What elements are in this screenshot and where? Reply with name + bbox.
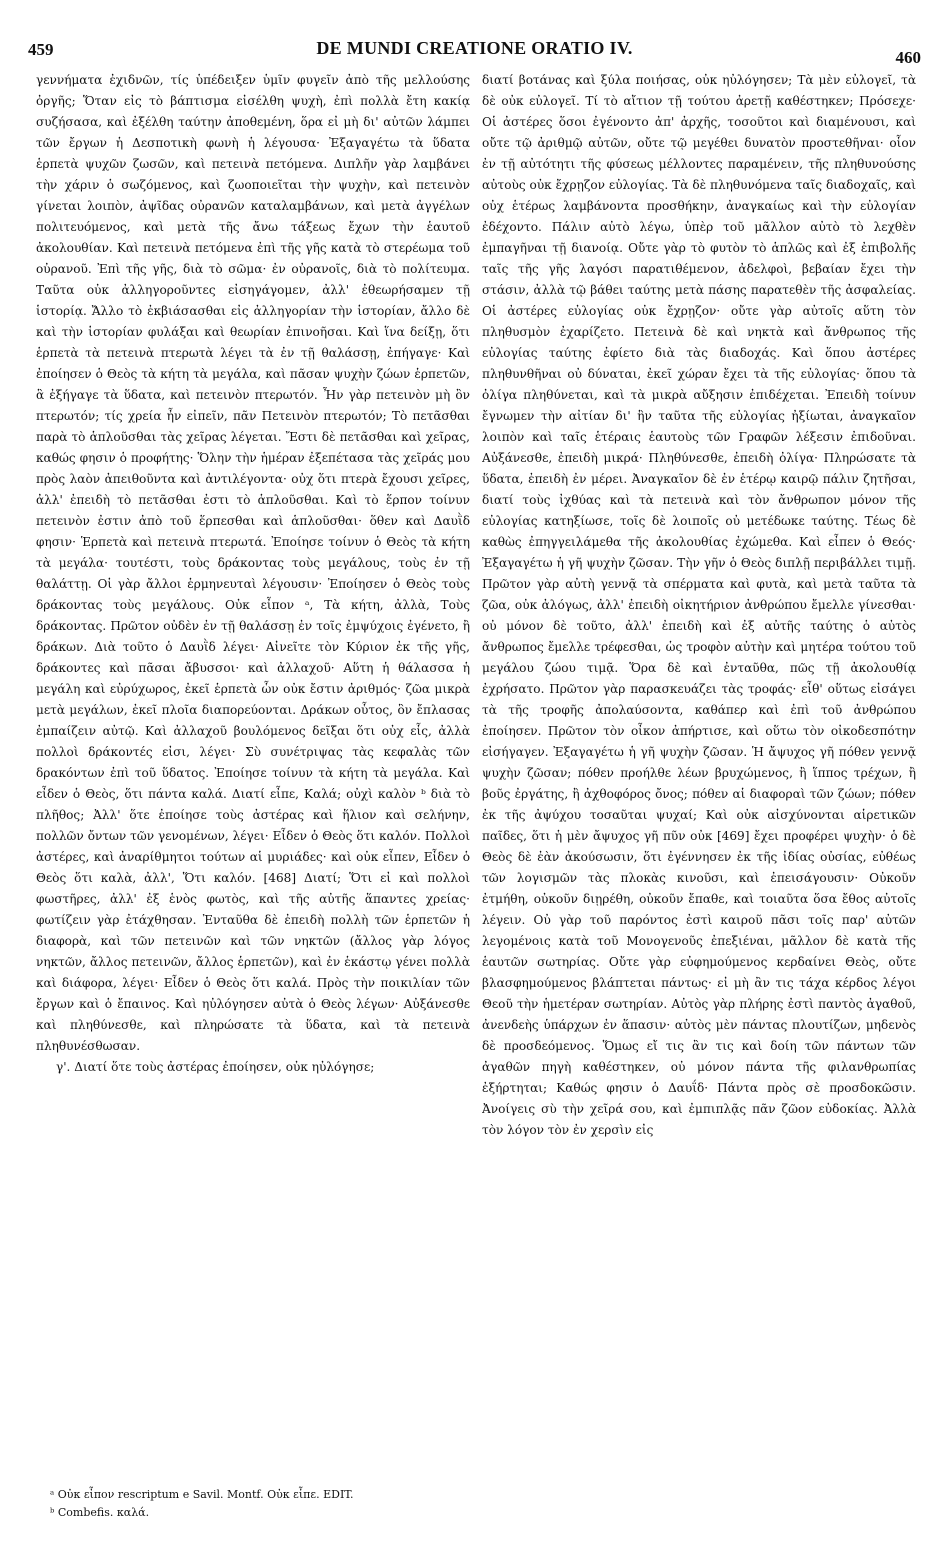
running-header (28, 38, 921, 67)
left-column (36, 70, 470, 1478)
running-title: DE MUNDI CREATIONE ORATIO IV. (316, 38, 633, 58)
right-paragraph: διατί βοτάνας καὶ ξύλα ποιήσας, οὐκ ηὐλόγησεν; Τὰ μὲν εὐλογεῖ, τὰ δὲ οὐκ εὐλογεῖ. Τί τὸ αἴτιον τῇ τούτου ἀρετῇ καθέστηκεν; Πρόσεχε· Οἱ ἀστέρες ὅσοι ἐγένοντο ἀπ' ἀρχῆς, τοσοῦτοι καὶ διαμένουσι, καὶ οὔτε τῷ ἀριθμῷ αὐτῶν, οὔτε τῷ μεγέθει δυνατὸν προστεθῆναι· οἷον ἐν τῇ αὐτότητι τῆς φύσεως μέλλοντες παραμένειν, τῆς πληθυνούσης αὐτοὺς οὐκ ἔχρῃζον εὐλογίας. Τὰ δὲ πληθυνόμενα ταῖς διαδοχαῖς, καὶ οὐχ ἑτέρως λαμβάνοντα προσθήκην, ἀναγκαίως καὶ τὴν εὐλογίαν ἐδέχοντο. Πάλιν αὐτὸ λέγω, ὑπὲρ τοῦ μᾶλλον αὐτὸ τὸ λεχθὲν ἐμπαγῆναι τῇ διανοίᾳ. Οὔτε γὰρ τὸ φυτὸν τὸ ἁπλῶς καὶ ἐξ ἐπιβολῆς ταῖς τῆς γῆς λαγόσι παρατιθέμενον, ἀδελφοὶ, βεβαίαν ἔχει τὴν στάσιν, ἀλλὰ τῷ βάθει ταύτης μετὰ πάσης παρατεθὲν τῆς ἀσφαλείας. Οἱ ἀστέρες εὐλογίας οὐκ ἔχρῃζον· οὔτε γὰρ αὐτοῖς αὕτη τὸν πληθυσμὸν ἐχαρίζετο. Πετεινὰ δὲ καὶ νηκτὰ καὶ ἄνθρωπος τῆς εὐλογίας ταύτης ἐφίετο διὰ τὰς διαδοχάς. Καὶ ὅπου ἀστέρες πληθυνθῆναι οὐ δύναται, ἐκεῖ χώραν ἔχει τὰ τῆς εὐλογίας· ὅπου τὰ ὀλίγα πληθύνεται, καὶ τὰ μικρὰ αὔξησιν ἐπιδέχεται. Ἐπειδὴ τοίνυν ἔγνωμεν τὴν αἰτίαν δι' ἣν ταῦτα τῆς εὐλογίας ἠξίωται, ἀναγκαῖον λοιπὸν καὶ ταῖς ἑτέραις ἑαυτοὺς τῶν Γραφῶν λέξεσιν ἐπιδοῦναι. Αὐξάνεσθε, ἐπειδὴ μικρά· Πληθύνεσθε, ἐπειδὴ ὀλίγα· Πληρώσατε τὰ ὕδατα, ἐπειδὴ ἐν μέρει. Ἀναγκαῖον δὲ ἐν ἑτέρῳ καιρῷ πάλιν ζητῆσαι, διατί τοὺς ἰχθύας καὶ τὰ πετεινὰ καὶ τὸν ἄνθρωπον μόνον τῆς εὐλογίας κατηξίωσε, τοῖς δὲ λοιποῖς οὐ μετέδωκε ταύτης. Τέως δὲ καθὼς ἐπηγγειλάμεθα τῆς ἀκολουθίας ἐχώμεθα. Καὶ εἶπεν ὁ Θεός· Ἐξαγαγέτω ἡ γῆ ψυχὴν ζῶσαν. Τὴν γῆν ὁ Θεὸς διπλῇ περιβάλλει τιμῇ. Πρῶτον γὰρ αὐτὴ γεννᾷ τὰ σπέρματα καὶ φυτὰ, καὶ μετὰ ταῦτα τὰ ζῶα, οὐκ ἀλόγως, ἀλλ' ἐπειδὴ οἰκητήριον ἀνθρώπου ἔμελλε γίνεσθαι· οὐ μόνον δὲ τοῦτο, ἀλλ' ἐπειδὴ καὶ ἐξ αὐτῆς ταύτης ὁ αὐτὸς ἄνθρωπος ἔμελλε τρέφεσθαι, ὡς τροφὸν αὐτὴν καὶ μητέρα τούτου τοῦ μεγάλου ζώου τιμᾷ. Ὅρα δὲ καὶ ἐνταῦθα, πῶς τῇ ἀκολουθίᾳ ἐχρήσατο. Πρῶτον γὰρ παρασκευάζει τὰς τροφάς· εἶθ' οὕτως εἰσάγει τὰ τῆς τροφῆς ἀπολαύσοντα, καθάπερ καὶ ἐπὶ τοῦ ἀνθρώπου ἐποίησεν. Πρῶτον τὸν οἶκον ἀπήρτισε, καὶ οὕτω τὸν οἰκοδεσπότην εἰσήγαγεν. Ἐξαγαγέτω ἡ γῆ ψυχὴν ζῶσαν. Ἡ ἄψυχος γῆ πόθεν γεννᾷ ψυχὴν ζῶσαν; πόθεν προήλθε λέων βρυχώμενος, ἢ ἵππος τρέχων, ἢ βοῦς ἐργάτης, ἢ ἀχθοφόρος ὄνος; πόθεν αἱ διαφοραὶ τῶν ζώων; πόθεν ἐκ τῆς ἀψύχου τοσαῦται ψυχαί; Καὶ οὐκ αἰσχύνονται αἱρετικῶν παῖδες, ὅτι ἡ μὲν ἄψυχος γῆ πῦν οὐκ [469] ἔχει προφέρει ψυχὴν· ὁ δὲ Θεὸς δὲ ἐὰν ἀκούσωσιν, ὅτι ἐγέννησεν ἐκ τῆς ἰδίας οὐσίας, εὐθέως τῶν λογισμῶν τὰς πλοκὰς κινοῦσι, καὶ ἐπεισάγουσιν· Οὐκοῦν ἐτμήθη, οὐκοῦν διῃρέθη, οὐκοῦν ἔπαθε, καὶ τοιαῦτα ὅσα ἔθος αὐτοῖς λέγειν. Οὐ γὰρ τοῦ παρόντος ἐστὶ καιροῦ πᾶσι τοῖς παρ' αὐτῶν λεγομένοις κατὰ τοῦ Μονογενοῦς ἐπεξιέναι, μᾶλλον δὲ κατὰ τῆς ἑαυτῶν σωτηρίας. Οὔτε γὰρ εὐφημούμενος κερδαίνει Θεὸς, οὔτε βλασφημούμενος βλάπτεται πάντως· εἰ μὴ ἂν τις τάχα κέρδος λέγοι Θεοῦ τὴν ἡμετέραν σωτηρίαν. Αὐτὸς γὰρ πλήρης ἐστὶ παντὸς ἀγαθοῦ, ἀνενδεὴς ὑπάρχων ἐν ἅπασιν· αὐτὸς μὲν πάντας πλουτίζων, μηδενὸς δὲ προσδεόμενος. Ὅμως εἴ τις ἂν τις καὶ δοίη τῶν πάντων τῶν ἀγαθῶν πηγὴ καθέστηκεν, οὐ μόνον πάντα τῆς φιλανθρωπίας ἐξήρτηται; Καθώς φησιν ὁ Δαυΐδ· Πάντα πρὸς σὲ προσδοκῶσιν. Ἀνοίγεις σὺ τὴν χεῖρά σου, καὶ ἐμπιπλᾷς πᾶν ζῶον εὐδοκίας. Ἀλλὰ τὸν λόγον τὸν ἐν χερσὶν εἰς (482, 73, 916, 1137)
left-paragraph: γ'. Διατί ὅτε τοὺς ἀστέρας ἐποίησεν, οὐκ ηὐλόγησε; (56, 1060, 375, 1074)
page-number-left: 459 (28, 40, 54, 59)
right-column (482, 70, 916, 1542)
footnote: ᵃ Οὐκ εἶπον rescriptum e Savil. Montf. Οὐκ εἶπε. EDIT. (50, 1488, 354, 1501)
footnote: ᵇ Combefis. καλά. (50, 1506, 150, 1519)
page-number-right: 460 (895, 48, 921, 67)
footnotes (36, 1486, 470, 1522)
left-paragraph: γεννήματα ἐχιδνῶν, τίς ὑπέδειξεν ὑμῖν φυγεῖν ἀπὸ τῆς μελλούσης ὀργῆς; Ὅταν εἰς τὸ βάπτισμα εἰσέλθη ψυχὴ, ἐπὶ πολλὰ ἔτη κακίᾳ συζήσασα, καὶ ἐξέλθη ταύτην ἀποθεμένη, ὅρα εἰ μὴ δι' αὐτῶν λάμπει τῶν ἔργων ἡ Δεσποτικὴ φωνὴ ἡ λέγουσα· Ἐξαγαγέτω τὰ ὕδατα ἑρπετὰ ψυχῶν ζωσῶν, καὶ πετεινὰ πετόμενα. Διπλῆν γὰρ λαμβάνει τὴν χάριν ὁ σωζόμενος, καὶ ζωοποιεῖται τὴν ψυχὴν, καὶ πετεινὸν γίνεται λοιπὸν, ἀψῖδας οὐρανῶν καταλαμβάνων, καὶ μετὰ ἀγγέλων πολιτευόμενος, καὶ μετὰ τῆς ἄνω τάξεως ἔχων τὴν ἑαυτοῦ ἀκολουθίαν. Καὶ πετεινὰ πετόμενα ἐπὶ τῆς γῆς κατὰ τὸ στερέωμα τοῦ οὐρανοῦ. Ἐπὶ τῆς γῆς, διὰ τὸ σῶμα· ἐν οὐρανοῖς, διὰ τὸ πολίτευμα. Ταῦτα οὐκ ἀλληγοροῦντες εἰσηγάγομεν, ἀλλ' ἐθεωρήσαμεν τῇ ἱστορίᾳ. Ἄλλο τὸ ἐκβιάσασθαι εἰς ἀλληγορίαν τὴν ἱστορίαν, ἄλλο δὲ καὶ τὴν ἱστορίαν φυλάξαι καὶ θεωρίαν ἐπινοῆσαι. Καὶ ἵνα δείξῃ, ὅτι ἑρπετὰ τὰ πετεινὰ πτερωτὰ λέγει τὰ ἐν τῇ θαλάσσῃ, ἐπήγαγε· Καὶ ἐποίησεν ὁ Θεὸς τὰ κήτη τὰ μεγάλα, καὶ πᾶσαν ψυχὴν ζώων ἑρπετῶν, ἃ ἐξήγαγε τὰ ὕδατα, καὶ πετεινὸν πτερωτόν. Ἦν γὰρ πετεινὸν μὴ ὂν πτερωτόν; τίς χρεία ἦν εἰπεῖν, πᾶν Πετεινὸν πτερωτόν; Τὸ πετᾶσθαι παρὰ τὸ ἁπλοῦσθαι τὰς χεῖρας λέγεται. Ἔστι δὲ πετᾶσθαι καὶ χεῖρας, καθώς φησιν ὁ προφήτης· Ὅλην τὴν ἡμέραν ἐξεπέτασα τὰς χεῖράς μου πρὸς λαὸν ἀπειθοῦντα καὶ ἀντιλέγοντα· οὐχ ὅτι πτερὰ ἔχουσι χεῖρες, ἀλλ' ἐπειδὴ τὸ πετᾶσθαι ἐστι τὸ ἁπλοῦσθαι. Καὶ τὸ ἕρπον τοίνυν πετεινὸν ἐστιν ἀπὸ τοῦ ἕρπεσθαι καὶ ἁπλοῦσθαι· ὅθεν καὶ Δαυῒδ φησιν· Ἑρπετὰ καὶ πετεινὰ πτερωτά. Ἐποίησε τοίνυν ὁ Θεὸς τὰ κήτη τὰ μεγάλα· τουτέστι, τοὺς δράκοντας τοὺς μεγάλους, τοὺς ἐν τῇ θαλάττῃ. Οἱ γὰρ ἄλλοι ἑρμηνευταὶ λέγουσιν· Ἐποίησεν ὁ Θεὸς τοὺς δράκοντας τοὺς μεγάλους. Οὐκ εἶπον ᵃ, Τὰ κήτη, ἀλλὰ, Τοὺς δράκοντας. Πρῶτον οὐδὲν ἐν τῇ θαλάσσῃ ἐν τοῖς ἐμψύχοις ἐγένετο, ἢ δράκων. Διὰ τοῦτο ὁ Δαυῒδ λέγει· Αἰνεῖτε τὸν Κύριον ἐκ τῆς γῆς, δράκοντες καὶ πᾶσαι ἄβυσσοι· καὶ ἀλλαχοῦ· Αὕτη ἡ θάλασσα ἡ μεγάλη καὶ εὐρύχωρος, ἐκεῖ ἑρπετὰ ὧν οὐκ ἔστιν ἀριθμός· ζῶα μικρὰ μετὰ μεγάλων, ἐκεῖ πλοῖα διαπορεύονται. Δράκων οὗτος, ὃν ἔπλασας ἐμπαίζειν αὐτῷ. Καὶ ἀλλαχοῦ βουλόμενος δεῖξαι ὅτι οὐχ εἷς, ἀλλὰ πολλοὶ δράκοντές εἰσι, λέγει· Σὺ συνέτριψας τὰς κεφαλὰς τῶν δρακόντων ἐπὶ τοῦ ὕδατος. Ἐποίησε τοίνυν τὰ κήτη τὰ μεγάλα. Καὶ εἶδεν ὁ Θεὸς, ὅτι πάντα καλά. Διατί εἶπε, Καλά; οὐχὶ καλὸν ᵇ διὰ τὸ πλῆθος; Ἀλλ' ὅτε ἐποίησε τοὺς ἀστέρας καὶ ἥλιον καὶ σελήνην, πολλῶν ὄντων τῶν γενομένων, λέγει· Εἶδεν ὁ Θεὸς ὅτι καλόν. Πολλοὶ ἀστέρες, καὶ ἀναρίθμητοι τούτων αἱ μυριάδες· καὶ οὐκ εἶπεν, Εἶδεν ὁ Θεὸς ὅτι καλὰ, ἀλλ', Ὅτι καλόν. [468] Διατί; Ὅτι εἰ καὶ πολλοὶ φωστῆρες, ἀλλ' ἐξ ἑνὸς φωτὸς, καὶ τῆς αὐτῆς ἅπαντες χρείας· φωτίζειν γὰρ ἐτάχθησαν. Ἐνταῦθα δὲ ἐπειδὴ πολλὴ τῶν ἑρπετῶν ἡ διαφορὰ, καὶ τῶν πετεινῶν καὶ τῶν νηκτῶν (ἄλλος γὰρ λόγος νηκτῶν, ἄλλος πετεινῶν, ἄλλος ἑρπετῶν), καὶ ἐν ἑκάστῳ γένει πολλὰ καὶ διάφορα, λέγει· Εἶδεν ὁ Θεὸς ὅτι καλά. Πρὸς τὴν ποικιλίαν τῶν ἔργων καὶ ὁ ἔπαινος. Καὶ ηὐλόγησεν αὐτὰ ὁ Θεὸς λέγων· Αὐξάνεσθε καὶ πληθύνεσθε, καὶ πληρώσατε τὰ ὕδατα, καὶ τὰ πετεινὰ πληθυνέσθωσαν. (36, 73, 470, 1053)
